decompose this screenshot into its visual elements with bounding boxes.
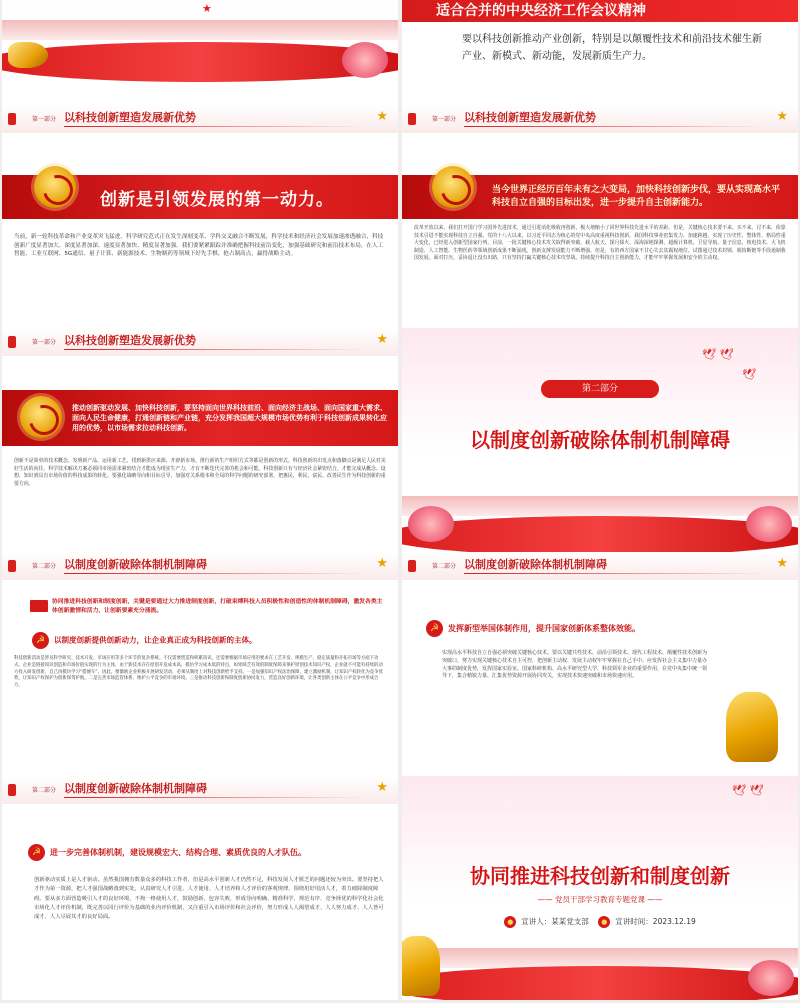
- header-divider: [464, 573, 768, 574]
- section-header: [2, 105, 398, 133]
- slide-top-right: [402, 0, 798, 116]
- section-header: [402, 105, 798, 133]
- peony-flower-icon: [408, 506, 454, 542]
- star-icon: ★: [376, 332, 388, 347]
- header-divider: [64, 573, 368, 574]
- section-title: 以制度创新破除体制机制障碍: [470, 428, 730, 452]
- time-text: 宣讲时间：2023.12.19: [615, 917, 696, 926]
- slide-body-text: 当前，新一轮科技革命和产业变革突飞猛进，科学研究范式正在发生深刻变革，学科交叉融合不断发展，科学技术和经济社会发展加速渗透融合，科技创新广度显著加大、深度显著加深、速度显著加快、精度显著加强。我们要紧紧跟踪并准确把握科技前沿变化，加强基础研究和前沿技术布局，在人工智能、工业互联网、5G通信、量子计算、新能源技术、生物制药等领域下好先手棋、抢占制高点，赢得战略主动。: [14, 234, 384, 258]
- peony-flower-icon: [342, 42, 388, 78]
- section-header: [402, 552, 798, 580]
- star-icon: ★: [776, 109, 788, 124]
- slide-body-text: 创新不是简单的技术概念，发明新产品、运用新工艺、找到新供应来源、开辟新市场、推行新的生产组织方式等都是创新的形式。科技创新的出发点和落脚点是满足人民对美好生活的向往，科学技术解决方案必须同市场需求紧密结合才能成为现实生产力，才有不断迭代完善的机会和可能。科技创新只有与经济社会紧密结合，才能完成从概念、设想、知识到具有市场价值的科技成果的转化。要强化战略导向和目标引导，加强对关系根本和全局的科学问题的研究部署，把惠民、利民、富民、改善民生作为科技创新的重要方向。: [14, 458, 386, 487]
- header-divider: [64, 126, 368, 127]
- slide-banner: 推动创新驱动发展、加快科技创新，要坚持面向世界科技前沿、面向经济主战场、面向国家重大需求、面向人民生命健康，打通创新链和产业链，充分发挥我国超大规模市场优势有利于科技创新成果转化应用的优势，以市场需求拉动科技创新。: [2, 390, 398, 446]
- section-title: 以科技创新塑造发展新优势: [464, 111, 596, 124]
- party-emblem-icon: [20, 396, 62, 438]
- star-icon: ★: [376, 780, 388, 795]
- section-part-label: 第一部分: [432, 116, 457, 123]
- section-title: 以科技创新塑造发展新优势: [64, 111, 196, 124]
- slide-text: 要以科技创新推动产业创新，特别是以颠覆性技术和前沿技术催生新产业、新模式、新动能，发展新质生产力。: [462, 34, 762, 62]
- star-icon: ★: [776, 556, 788, 571]
- slide-institutional-innovation: [2, 552, 398, 776]
- red-wave-decoration: [402, 966, 798, 1000]
- raised-fist-icon: [726, 692, 778, 762]
- slide-subheading: [426, 620, 784, 637]
- party-emblem-icon: [34, 166, 76, 208]
- star-icon: ★: [376, 556, 388, 571]
- slide-section-two-cover: [402, 328, 798, 552]
- section-bar-icon: [408, 560, 416, 572]
- slide-innovation-driven: [2, 328, 398, 552]
- section-bar-icon: [8, 113, 16, 125]
- subheading-text: 发挥新型举国体制作用，提升国家创新体系整体效能。: [448, 624, 640, 633]
- header-divider: [64, 349, 368, 350]
- peony-flower-icon: [746, 506, 792, 542]
- subheading-text: 进一步完善体制机制，建设规模宏大、结构合理、素质优良的人才队伍。: [50, 848, 306, 857]
- party-emblem-icon: ☭: [32, 632, 49, 649]
- slide-subheading: [32, 632, 384, 649]
- slide-body-text: 创新驱动实质上是人才驱动。虽然我国拥有数量众多的科技工作者，但是高水平创新人才仍然不足，科技发展人才匮乏的问题还较为突出。要坚持把人才作为第一资源，把人才强国战略落到实处，认真研究人才引进、人才使用、人才培养和人才评价的客观规律，围绕用好用活人才，着力破除制度障碍。要从多方面营造吸引人才的良好环境，不拘一格使用人才，鼓励创新、包容失败，形成导向明确、精准科学、规范有序、竞争择优的科学化社会化市场化人才评价机制，既完善以同行评价为基础的业内评价机制，又注重引入市场评价和社会评价，努力形成人人渴望成才、人人努力成才、人人皆可成才、人人尽展其才的良好局面。: [34, 877, 384, 921]
- section-header: [2, 552, 398, 580]
- doves-icon: 🕊 🕊: [732, 784, 764, 797]
- section-bar-icon: [408, 113, 416, 125]
- header-divider: [464, 126, 768, 127]
- section-part-label: 第一部分: [32, 116, 57, 123]
- section-title: 以制度创新破除体制机制障碍: [64, 782, 207, 795]
- skyline-decoration: [402, 496, 798, 516]
- section-header: [2, 776, 398, 804]
- raised-fist-icon: [402, 936, 440, 996]
- party-emblem-icon: [432, 166, 474, 208]
- closing-meta: [402, 916, 798, 928]
- section-bar-icon: [8, 784, 16, 796]
- slide-top-left: [2, 0, 398, 116]
- closing-subtitle: —— 党员干部学习教育专题党课 ——: [537, 895, 663, 904]
- golden-trumpet-icon: [8, 42, 48, 68]
- section-part-label: 第二部分: [432, 563, 457, 570]
- slide-body-text: 科技创新活动是涉及科学研究、技术开发、市场应用等多个环节的复杂系统。不仅需要创造和积累知识，还需要根据市场应用的要求在工艺开发、规模生产、稳定质量和开拓市场等方面下功夫。企业是链接知识创造和市场价值实现的行为主体，由于新技术存在原创开发成本高、模仿学习成本低的特点，如果缺乏有效的制度保障来保护原创技术知识产权，企业就不可能有持续的动力投入研发创新，自己再模仿学习“搭便车”。因此，要激励企业积极开展研发活动，必须从制度上对科技创新给予支持。一是加强知识产权法治保障，建立激励机制，让知识产权转化为竞争优势，让知识产权保护为创新保驾护航。二是完善市场监管体系，维护公平竞争的市场环境。三是推动科技创新和制度创新协同发力，营造良好创新环境，让各类创新主体在公平竞争中形成合力。: [14, 656, 383, 689]
- section-title: 以制度创新破除体制机制障碍: [464, 558, 607, 571]
- slide-world-changes: [402, 105, 798, 329]
- section-pill: 第二部分: [541, 380, 659, 398]
- slide-heading: 适合合并的中央经济工作会议精神: [402, 0, 798, 22]
- skyline-decoration: [402, 948, 798, 968]
- section-part-label: 第一部分: [32, 339, 57, 346]
- section-header: [2, 328, 398, 356]
- star-icon: ★: [202, 2, 212, 15]
- speaker-text: 宣讲人：某某党支部: [521, 917, 589, 926]
- header-divider: [64, 797, 368, 798]
- slide-highlight: 协同推进科技创新和制度创新，关键是要通过大力推进制度创新，打破束缚科技人员积极性和创造性的体制机制障碍，激发各类主体创新激情和活力，让创新要素充分涌流。: [52, 599, 383, 614]
- clock-icon: ●: [598, 916, 610, 928]
- red-arrow-icon: [30, 600, 48, 612]
- subheading-text: 以制度创新提供创新动力，让企业真正成为科技创新的主体。: [54, 635, 257, 645]
- section-title: 以制度创新破除体制机制障碍: [64, 558, 207, 571]
- doves-icon: 🕊: [742, 368, 756, 381]
- slide-innovation-first-force: [2, 105, 398, 329]
- peony-flower-icon: [748, 960, 794, 996]
- person-icon: ●: [504, 916, 516, 928]
- closing-title: 协同推进科技创新和制度创新: [470, 864, 730, 888]
- slide-national-system: [402, 552, 798, 776]
- slide-banner: 当今世界正经历百年未有之大变局，加快科技创新步伐，要从实现高水平科技自立自强的目标出发，进一步提升自主创新能力。: [402, 175, 798, 219]
- star-icon: ★: [376, 109, 388, 124]
- slide-banner: 创新是引领发展的第一动力。: [2, 175, 398, 219]
- section-bar-icon: [8, 336, 16, 348]
- section-part-label: 第二部分: [32, 563, 57, 570]
- party-emblem-icon: ☭: [28, 844, 45, 861]
- section-title: 以科技创新塑造发展新优势: [64, 334, 196, 347]
- doves-icon: 🕊 🕊: [702, 348, 734, 361]
- slide-subheading: [28, 844, 384, 861]
- slide-body-text: 实现高水平科技自立自强必须突破关键核心技术。要以关键共性技术、前沿引领技术、现代工程技术、颠覆性技术创新为突破口，努力实现关键核心技术自主可控，把创新主动权、发展主动权牢牢掌握在自己手中。应发挥社会主义集中力量办大事的制度优势，发挥国家实验室、国家科研机构、高水平研究型大学、科技领军企业的重要作用，在党中央集中统一领导下，集合精锐力量、汇集优势资源开展协同攻关，实现技术快速突破和市场快速应用。: [442, 650, 708, 680]
- slide-talent-team: [2, 776, 398, 1000]
- party-emblem-icon: ☭: [426, 620, 443, 637]
- section-bar-icon: [8, 560, 16, 572]
- skyline-decoration: [2, 20, 398, 40]
- slide-closing: [402, 776, 798, 1000]
- slide-body-text: 改革开放以来，我们打开国门学习国外先进技术，通过引进消化吸收再创新，极大地缩小了同世界科技先进水平的差距。但是，关键核心技术要不来、买不来、讨不来，依靠技术引进不能实现科技自立自强。党的十八大以来，以习近平同志为核心的党中央高度重视科技创新，我国科技事业密集发力、加速跨越，实现了历史性、整体性、格局性重大变化，已经进入创新型国家行列。目前，一批关键核心技术攻关取得新突破，载人航天、探月探火、深海深地探测、超级计算机、卫星导航、量子信息、核电技术、大飞机制造、人工智能、生物医药等领域创新成果不断涌现。创新支撑发展能力不断增强。但是，有的西方国家不甘心失去其霸权地位，试图通过技术封锁、脱钩断链等手段遏制我国发展。面对打压，妥协退让没有出路，只有坚持打赢关键核心技术攻坚战，持续提升科技自主创新能力，才能牢牢掌握发展和安全的主动权。: [414, 225, 786, 262]
- section-part-label: 第二部分: [32, 787, 57, 794]
- red-wave-decoration: [2, 42, 398, 82]
- red-wave-decoration: [402, 516, 798, 552]
